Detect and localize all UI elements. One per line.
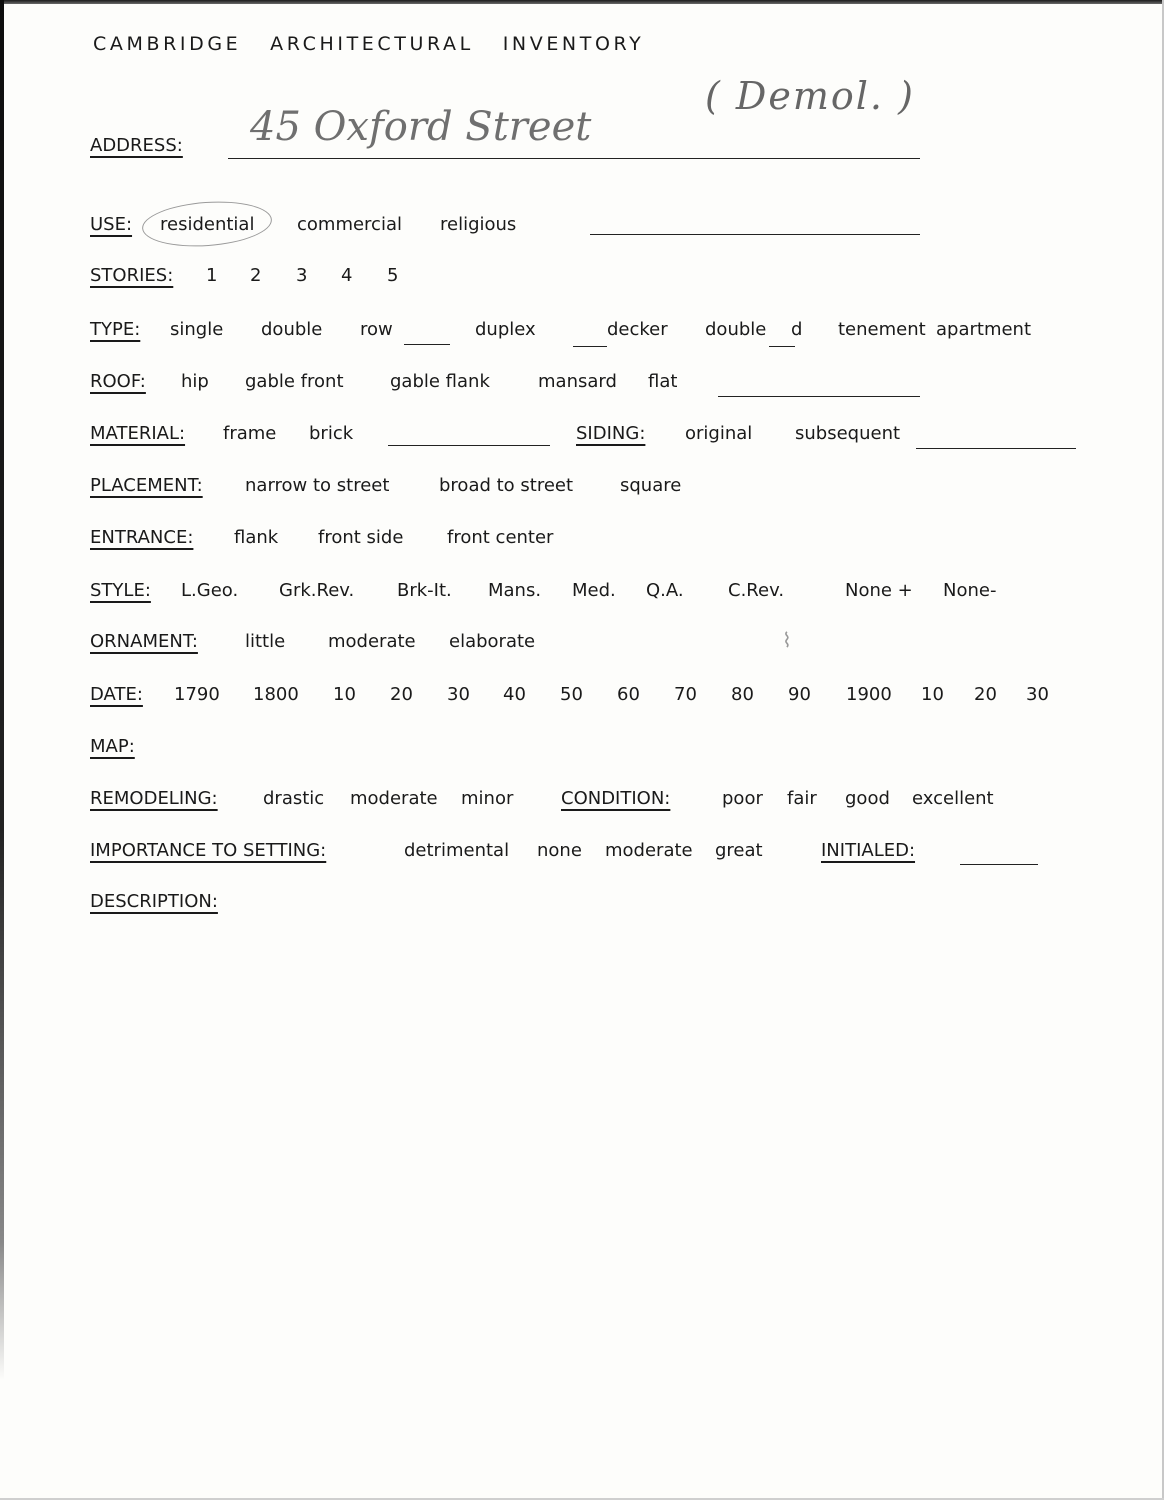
date-label: DATE: (90, 684, 143, 705)
date-option[interactable]: 50 (560, 684, 583, 705)
stories-option[interactable]: 5 (387, 265, 399, 286)
ornament-row (90, 631, 536, 659)
condition-option-excellent[interactable]: excellent (912, 788, 994, 809)
type-option-double[interactable]: double (261, 319, 323, 340)
date-option[interactable]: 20 (974, 684, 997, 705)
date-option[interactable]: 90 (788, 684, 811, 705)
date-option[interactable]: 40 (503, 684, 526, 705)
roof-label: ROOF: (90, 371, 146, 392)
date-option[interactable]: 1900 (846, 684, 892, 705)
entrance-option-front-center[interactable]: front center (447, 527, 554, 548)
style-option-med[interactable]: Med. (572, 580, 616, 601)
date-option[interactable]: 30 (447, 684, 470, 705)
ornament-option-little[interactable]: little (245, 631, 286, 652)
initialed-field[interactable] (960, 864, 1038, 865)
date-option[interactable]: 60 (617, 684, 640, 705)
style-option-l-geo[interactable]: L.Geo. (181, 580, 239, 601)
placement-option-broad[interactable]: broad to street (439, 475, 574, 496)
style-option-brk-it[interactable]: Brk-It. (397, 580, 452, 601)
condition-option-good[interactable]: good (845, 788, 890, 809)
use-option-religious[interactable]: religious (440, 214, 517, 235)
ornament-label: ORNAMENT: (90, 631, 198, 652)
material-label: MATERIAL: (90, 423, 186, 444)
scan-edge-top (0, 0, 1164, 4)
style-option-none-minus[interactable]: None- (943, 580, 997, 601)
entrance-option-front-side[interactable]: front side (318, 527, 404, 548)
material-other-line[interactable] (388, 445, 550, 446)
type-option-apartment[interactable]: apartment (936, 319, 1032, 340)
remodeling-label: REMODELING: (90, 788, 218, 809)
type-label: TYPE: (90, 319, 141, 340)
type-option-double-d-suffix[interactable]: d (791, 319, 803, 340)
description-label: DESCRIPTION: (90, 891, 218, 912)
remodeling-option-moderate[interactable]: moderate (350, 788, 438, 809)
address-line (228, 158, 920, 159)
siding-other-line[interactable] (916, 448, 1076, 449)
form-title: CAMBRIDGE ARCHITECTURAL INVENTORY (93, 33, 645, 55)
type-decker-blank[interactable] (573, 346, 607, 347)
scan-edge-left (0, 0, 4, 1380)
roof-option-flat[interactable]: flat (648, 371, 678, 392)
demolished-annotation: ( Demol. ) (705, 74, 915, 118)
stories-option[interactable]: 3 (296, 265, 308, 286)
date-option[interactable]: 30 (1026, 684, 1049, 705)
roof-option-gable-flank[interactable]: gable flank (390, 371, 490, 392)
use-other-line[interactable] (590, 234, 920, 235)
stories-option[interactable]: 2 (250, 265, 262, 286)
use-row (90, 214, 517, 242)
map-label: MAP: (90, 736, 135, 757)
condition-option-fair[interactable]: fair (787, 788, 817, 809)
type-option-duplex[interactable]: duplex (475, 319, 536, 340)
placement-row (90, 475, 682, 503)
condition-option-poor[interactable]: poor (722, 788, 763, 809)
selected-circle-mark (141, 198, 274, 251)
remodeling-row (90, 788, 994, 816)
style-option-none-plus[interactable]: None + (845, 580, 913, 601)
roof-row (90, 371, 678, 399)
style-option-grk-rev[interactable]: Grk.Rev. (279, 580, 355, 601)
type-row (90, 319, 1032, 347)
stories-option[interactable]: 1 (206, 265, 218, 286)
date-option[interactable]: 70 (674, 684, 697, 705)
entrance-label: ENTRANCE: (90, 527, 194, 548)
address-value[interactable]: 45 Oxford Street (250, 104, 592, 150)
type-option-double-d[interactable]: double (705, 319, 767, 340)
siding-option-subsequent[interactable]: subsequent (795, 423, 901, 444)
date-option[interactable]: 1800 (253, 684, 299, 705)
type-option-tenement[interactable]: tenement (838, 319, 926, 340)
importance-option-detrimental[interactable]: detrimental (404, 840, 510, 861)
stories-option[interactable]: 4 (341, 265, 353, 286)
map-row (90, 736, 135, 764)
roof-option-mansard[interactable]: mansard (538, 371, 617, 392)
type-row-blank[interactable] (404, 344, 450, 345)
date-option[interactable]: 10 (921, 684, 944, 705)
style-row (90, 580, 997, 608)
type-option-decker[interactable]: decker (607, 319, 668, 340)
date-option[interactable]: 80 (731, 684, 754, 705)
stories-row (90, 265, 399, 293)
style-option-qa[interactable]: Q.A. (646, 580, 684, 601)
type-option-row[interactable]: row (360, 319, 393, 340)
ornament-option-moderate[interactable]: moderate (328, 631, 416, 652)
use-label: USE: (90, 214, 133, 235)
date-row (90, 684, 1049, 712)
importance-label: IMPORTANCE TO SETTING: (90, 840, 327, 861)
date-option[interactable]: 20 (390, 684, 413, 705)
date-option[interactable]: 10 (333, 684, 356, 705)
type-double-blank[interactable] (769, 346, 795, 347)
style-option-mans[interactable]: Mans. (488, 580, 542, 601)
siding-label: SIDING: (576, 423, 646, 444)
remodeling-option-minor[interactable]: minor (461, 788, 514, 809)
placement-option-square[interactable]: square (620, 475, 682, 496)
roof-other-line[interactable] (718, 396, 920, 397)
placement-option-narrow[interactable]: narrow to street (245, 475, 390, 496)
use-option-commercial[interactable]: commercial (297, 214, 402, 235)
siding-option-original[interactable]: original (685, 423, 753, 444)
entrance-row (90, 527, 554, 555)
roof-option-hip[interactable]: hip (181, 371, 209, 392)
style-option-c-rev[interactable]: C.Rev. (728, 580, 785, 601)
importance-row (90, 840, 916, 868)
importance-option-great[interactable]: great (715, 840, 763, 861)
material-row (90, 423, 901, 451)
description-area[interactable] (90, 930, 1080, 1430)
material-option-brick[interactable]: brick (309, 423, 354, 444)
placement-label: PLACEMENT: (90, 475, 203, 496)
stories-label: STORIES: (90, 265, 174, 286)
address-label: ADDRESS: (90, 135, 183, 156)
roof-option-gable-front[interactable]: gable front (245, 371, 344, 392)
entrance-option-flank[interactable]: flank (234, 527, 279, 548)
condition-label: CONDITION: (561, 788, 671, 809)
material-option-frame[interactable]: frame (223, 423, 277, 444)
address-row (90, 135, 183, 163)
use-option-residential[interactable]: residential (160, 214, 255, 235)
type-option-single[interactable]: single (170, 319, 224, 340)
importance-option-none[interactable]: none (537, 840, 582, 861)
importance-option-moderate[interactable]: moderate (605, 840, 693, 861)
description-row (90, 891, 218, 919)
date-option[interactable]: 1790 (174, 684, 220, 705)
pencil-stray-mark: ⌇ (782, 628, 792, 652)
initialed-label: INITIALED: (821, 840, 916, 861)
style-label: STYLE: (90, 580, 151, 601)
remodeling-option-drastic[interactable]: drastic (263, 788, 325, 809)
ornament-option-elaborate[interactable]: elaborate (449, 631, 536, 652)
